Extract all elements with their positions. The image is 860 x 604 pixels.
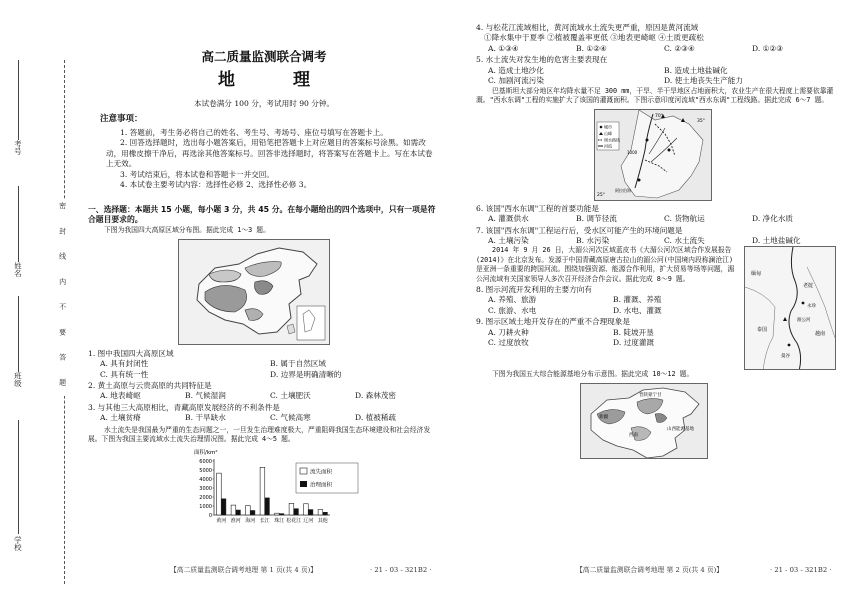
option-a: A. 造成土地沙化 xyxy=(488,65,544,75)
x-tick-label: 其他 xyxy=(317,517,328,524)
energy-base-map xyxy=(580,383,708,459)
name-line xyxy=(18,186,19,262)
bar-loss-area xyxy=(217,473,222,515)
question-stem: 5. 水土流失对发生地的危害主要表现在 xyxy=(476,55,608,65)
legend-route: 调水路线 xyxy=(604,137,620,143)
option-a: A. 养殖、旅游 xyxy=(488,295,537,305)
notice-item: 3. 考试结束后，将本试卷和答题卡一并交回。 xyxy=(120,169,274,179)
map-label: 泰国 xyxy=(757,327,768,334)
seal-line-text: 密 封 线 内 不 要 答 题 xyxy=(58,202,67,394)
option-d: D. 植被稀疏 xyxy=(355,413,397,423)
bar-treated-area xyxy=(265,498,270,515)
x-tick-label: 黄河 xyxy=(216,517,227,524)
option-c: C. 水土流失 xyxy=(664,235,705,245)
question-stem: 4. 与松花江流域相比，黄河流域水土流失更严重，原因是黄河流域 xyxy=(476,23,699,32)
notice-item: 2. 回答选择题时，选出每小题答案后，用铅笔把答题卡上对应题目的答案标号涂黑。如需改动，用橡皮擦干净后，再选涂其他答案标号。回答非选择题时，将答案写在答题卡上。写在本试卷上无效。 xyxy=(106,138,433,169)
y-axis-label: 面积/km² xyxy=(194,449,218,456)
option-d: D. 过度灌溉 xyxy=(613,338,655,348)
legend-swatch-loss xyxy=(300,468,307,474)
option-b: B. 调节径流 xyxy=(576,214,617,224)
option-a: A. 地表崎岖 xyxy=(100,391,141,401)
y-tick-label: 6000 xyxy=(199,458,212,465)
legend-label-loss: 流失面积 xyxy=(310,469,333,476)
lat-top-label: 35° xyxy=(697,118,705,124)
question-stem: 6. 该国"西水东调"工程的首要功能是 xyxy=(476,203,599,213)
y-tick-label: 2000 xyxy=(199,494,212,501)
sea-label: 阿拉伯海 xyxy=(615,187,631,193)
bar-loss-area xyxy=(289,503,294,515)
x-tick-label: 长江 xyxy=(259,517,270,524)
y-tick-label: 1000 xyxy=(199,503,212,510)
legend-label-treated: 治理面积 xyxy=(310,482,333,489)
bar-treated-area xyxy=(308,509,313,514)
map-label: 新疆 xyxy=(599,414,608,420)
legend-river: 河流 xyxy=(604,143,612,149)
indus-map xyxy=(594,109,712,201)
question-stem: 3. 与其他三大高原相比，青藏高原发展经济的不利条件是 xyxy=(88,402,280,412)
intro-8-9: 2014 年 9 月 26 日，大湄公河次区域蓝皮书《大湄公河次区域合作发展报告(2014)》在北京发布。发源于中国青藏高原唐古拉山的湄公河(中国境内段称澜沧江)是亚洲一条重要的跨国河流。围绕加强资源、能源合作利用，扩大贸易等场等问题，湄公河流域有关国家领导人多次召开经济合作会议。据此完成 8～9 题。 xyxy=(476,246,735,283)
question-3 xyxy=(88,403,440,424)
bar-treated-area xyxy=(236,510,241,515)
question-stem: 2. 黄土高原与云贵高原的共同特征是 xyxy=(88,380,212,390)
option-d: D. 水电、灌溉 xyxy=(613,305,662,315)
bar-treated-area xyxy=(323,512,328,515)
name-label: 姓名 xyxy=(13,262,23,277)
bar-chart-svg xyxy=(188,447,368,529)
option-c: C. 具有统一性 xyxy=(100,369,149,379)
class-line xyxy=(18,296,19,372)
option-d: D. 森林茂密 xyxy=(355,391,397,401)
bar-loss-area xyxy=(275,513,280,515)
option-b: B. 气候湿润 xyxy=(185,391,226,401)
mekong-map xyxy=(744,246,836,370)
mekong-block xyxy=(476,246,840,370)
legend-swatch-treated xyxy=(300,481,307,487)
exam-no-line xyxy=(18,60,19,140)
option-a: A. 灌溉供水 xyxy=(488,214,529,224)
lon-label: 70° xyxy=(655,113,663,119)
bar-loss-area xyxy=(318,509,323,514)
option-d: D. ①②③ xyxy=(752,43,784,53)
footer-left-code: · 21 - 03 - 321B2 · xyxy=(370,566,432,574)
bar-loss-area xyxy=(231,505,236,515)
option-b: B. 陡坡开垦 xyxy=(613,327,654,337)
question-6 xyxy=(476,204,840,225)
question-stem: 9. 图示区域土地开发存在的严重不合理现象是 xyxy=(476,317,630,327)
exam-title: 高二质量监测联合调考 xyxy=(201,49,327,64)
x-tick-label: 松花江 xyxy=(286,517,302,524)
intro-1-3: 下图为我国四大高原区域分布图。据此完成 1～3 题。 xyxy=(104,226,270,235)
question-8 xyxy=(476,285,738,316)
subject-title: 地 理 xyxy=(218,70,336,91)
school-line xyxy=(18,420,19,534)
option-d: D. 净化水质 xyxy=(752,214,794,224)
question-4 xyxy=(476,23,840,54)
option-a: A. 土壤贫瘠 xyxy=(100,413,141,423)
option-c: C. 气候高寒 xyxy=(270,413,311,423)
y-tick-label: 3000 xyxy=(199,485,212,492)
section-heading: 一、选择题：本题共 15 小题，每小题 3 分，共 45 分。在每小题给出的四个选项中，只有一项是符合题目要求的。 xyxy=(88,204,436,225)
notice-heading: 注意事项： xyxy=(100,114,143,125)
question-9 xyxy=(476,317,738,348)
option-b: B. 灌溉、养殖 xyxy=(613,295,662,305)
map-label: 山西能源基地 xyxy=(667,426,694,432)
option-c: C. 过度放牧 xyxy=(488,338,529,348)
question-stem: 8. 图示河流开发利用的主要方向有 xyxy=(476,284,592,294)
x-tick-label: 淮河 xyxy=(230,517,241,524)
question-stem: 7. 该国"西水东调"工程运行后，受水区可能产生的环境问题是 xyxy=(476,225,683,235)
option-c: C. ②③④ xyxy=(664,43,695,53)
footer-right: 【高二质量监测联合调考地理 第 2 页(共 4 页)】 xyxy=(576,566,724,574)
option-d: D. 使土地丧失生产能力 xyxy=(664,76,743,86)
page-1 xyxy=(88,22,440,532)
soil-erosion-chart xyxy=(188,447,440,532)
intro-6-7: 巴基斯坦大部分地区年均降水量不足 300 mm，干旱、半干旱地区占地面积大，农业生产在很大程度上需要依靠灌溉。"西水东调"工程的实施扩大了该国的灌溉面积。下图示意印度河流域"西水东调"工程线路。据此完成 6～7 题。 xyxy=(476,86,834,105)
option-a: A. ①③④ xyxy=(488,43,519,53)
option-b: B. 水污染 xyxy=(576,235,610,245)
exam-meta: 本试卷满分 100 分，考试用时 90 分钟。 xyxy=(193,98,335,108)
legend xyxy=(296,463,358,493)
map-label: 晋陕蒙宁甘 xyxy=(639,392,662,398)
question-7 xyxy=(476,226,840,247)
y-tick-label: 0 xyxy=(208,512,212,519)
bar-treated-area xyxy=(279,513,284,514)
y-tick-label: 4000 xyxy=(199,476,212,483)
option-c: C. 旅游、水电 xyxy=(488,305,537,315)
option-a: A. 具有封闭性 xyxy=(100,359,149,369)
contour-label: 1000 xyxy=(627,149,638,155)
question-1 xyxy=(88,349,440,380)
question-2 xyxy=(88,381,440,402)
x-tick-label: 辽河 xyxy=(303,517,314,524)
bar-treated-area xyxy=(250,510,255,515)
bar-loss-area xyxy=(246,505,251,514)
option-d: D. 边界是明确清晰的 xyxy=(270,369,342,379)
option-b: B. 属于自然区域 xyxy=(270,359,326,369)
question-suboptions: ①降水集中于夏季 ②植被覆盖率更低 ③地表更崎岖 ④土质更疏松 xyxy=(484,33,704,43)
x-tick-label: 海河 xyxy=(245,517,256,524)
school-label: 学校 xyxy=(13,536,23,551)
map-label: 老挝 xyxy=(803,283,814,290)
option-a: A. 刀耕火种 xyxy=(488,327,529,337)
page-2 xyxy=(476,22,840,459)
notice-item: 1. 答题前，考生务必将自己的姓名、考生号、考场号、座位号填写在答题卡上。 xyxy=(120,127,388,137)
map-label: 越南 xyxy=(815,331,826,338)
option-c: C. 货物航运 xyxy=(664,214,705,224)
legend-peak: 山峰 xyxy=(604,130,612,136)
class-label: 班级 xyxy=(13,372,23,387)
exam-no-label: 考号 xyxy=(13,140,23,155)
map-label: 湄公河 xyxy=(797,318,811,324)
intro-10-12: 下图为我国五大综合能源基地分布示意图。据此完成 10～12 题。 xyxy=(492,370,694,379)
legend-city: 城市 xyxy=(604,124,612,130)
option-b: B. 造成土地盐碱化 xyxy=(664,65,728,75)
binding-margin xyxy=(0,0,78,604)
notice-item: 4. 本试卷主要考试内容：选择性必修 2、选择性必修 3。 xyxy=(120,180,312,190)
map-label: 曼谷 xyxy=(781,354,790,360)
lat-bottom-label: 25° xyxy=(597,192,605,198)
map-label: 西南 xyxy=(629,432,638,438)
bar-treated-area xyxy=(294,508,299,514)
footer-right-code: · 21 - 03 - 321B2 · xyxy=(770,566,832,574)
option-d: D. 土地盐碱化 xyxy=(752,235,801,245)
y-tick-label: 5000 xyxy=(199,467,212,474)
option-a: A. 土壤污染 xyxy=(488,235,529,245)
option-c: C. 土壤肥沃 xyxy=(270,391,311,401)
notice xyxy=(88,114,440,191)
intro-4-5: 水土流失是我国最为严重的生态问题之一，一旦发生治理难度极大，严重阻碍我国生态环境建设和社会经济发展。下图为我国主要流域水土流失治理情况图。据此完成 4～5 题。 xyxy=(88,425,431,444)
china-plateau-map xyxy=(178,239,330,345)
option-b: B. 干旱缺水 xyxy=(185,413,226,423)
footer-left: 【高二质量监测联合调考地理 第 1 页(共 4 页)】 xyxy=(170,566,318,574)
question-5 xyxy=(476,55,840,86)
bar-treated-area xyxy=(221,498,226,514)
x-tick-label: 珠江 xyxy=(274,517,285,524)
option-b: B. ①②④ xyxy=(576,43,607,53)
map-label: 缅甸 xyxy=(751,271,762,278)
map-label: 永珍 xyxy=(807,304,816,310)
option-c: C. 加剧河流污染 xyxy=(488,76,544,86)
question-stem: 1. 图中我国四大高原区域 xyxy=(88,348,174,358)
bar-loss-area xyxy=(304,503,309,514)
bar-loss-area xyxy=(260,467,265,515)
